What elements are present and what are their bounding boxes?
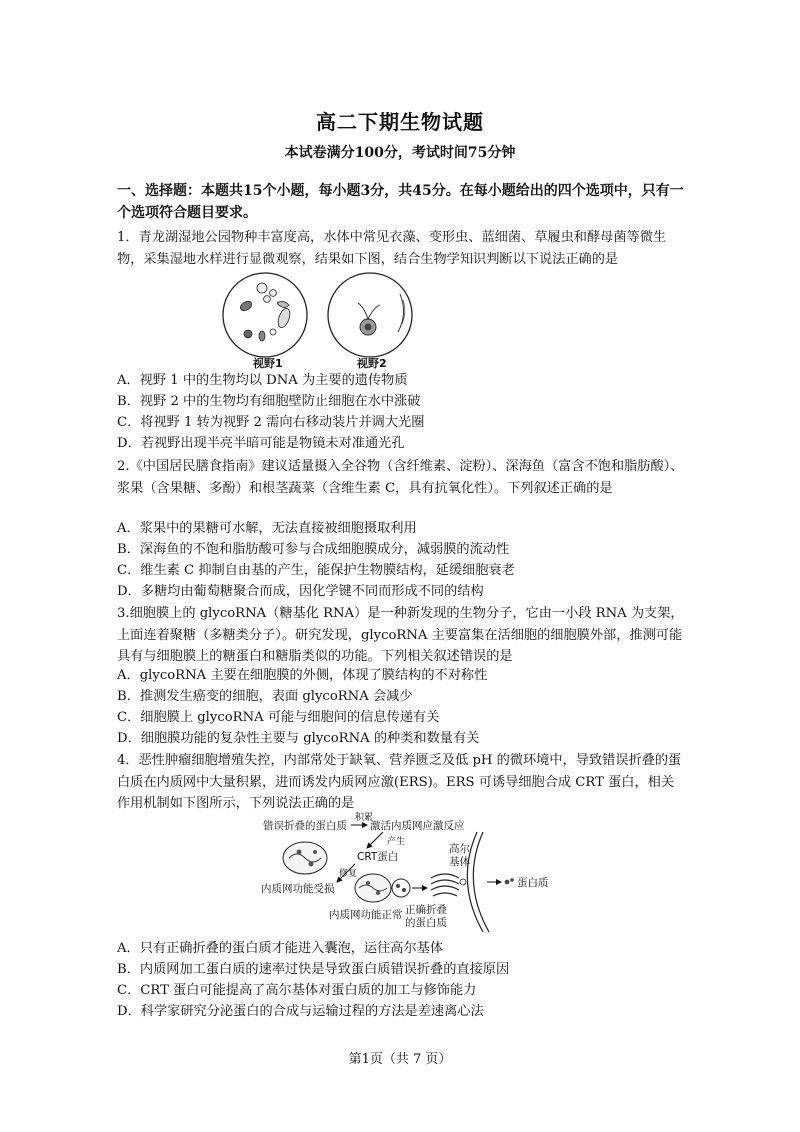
q2-option-b: B．深海鱼的不饱和脂肪酸可参与合成细胞膜成分，减弱膜的流动性 — [117, 542, 510, 557]
q4-option-d: D．科学家研究分泌蛋白的合成与运输过程的方法是差速离心法 — [117, 1004, 484, 1019]
label-er-damaged: 内质网功能受损 — [261, 883, 335, 895]
question-3-stem: 3.细胞膜上的 glycoRNA（糖基化 RNA）是一种新发现的生物分子，它由一小段 RNA 为支架，上面连着聚糖（多糖类分子）。研究发现，glycoRNA 主要富集在活细胞的细胞膜外部，推测可能具有与细胞膜上的糖蛋白和糖脂类似的功能。下列相关叙述错误的是 — [117, 606, 684, 664]
label-crt-protein: CRT蛋白 — [357, 851, 399, 863]
q2-option-a: A．浆果中的果糖可水解，无法直接被细胞摄取利用 — [117, 521, 417, 536]
question-4-stem: 4．恶性肿瘤细胞增殖失控，内部常处于缺氧、营养匮乏及低 pH 的微环境中，导致错误折叠的蛋白质在内质网中大量积累，进而诱发内质网应激(ERS)。ERS 可诱导细胞合成 CRT 蛋白，相关作用机制如下图所示，下列说法正确的是 — [117, 753, 682, 811]
field-2-label: 视野2 — [357, 357, 387, 370]
normal-er-icon — [355, 874, 391, 902]
ers-mechanism-diagram — [255, 812, 555, 936]
page-footer: 第1页（共 7 页） — [348, 1052, 452, 1067]
golgi-icon — [431, 874, 466, 896]
q1-option-a: A．视野 1 中的生物均以 DNA 为主要的遗传物质 — [117, 373, 408, 388]
field-of-view-1 — [223, 273, 307, 357]
question-1-stem: 1．青龙湖湿地公园物种丰富度高，水体中常见衣藻、变形虫、蓝细菌、草履虫和酵母菌等微生物，采集湿地水样进行显微观察，结果如下图，结合生物学知识判断以下说法正确的是 — [117, 230, 667, 267]
q2-option-c: C．维生素 C 抑制自由基的产生，能保护生物膜结构，延缓细胞衰老 — [117, 563, 515, 578]
label-golgi-1: 高尔 — [449, 843, 470, 855]
label-accumulate: 积累 — [355, 813, 374, 823]
label-folded-1: 正确折叠 — [405, 904, 447, 916]
q4-option-c: C．CRT 蛋白可能提高了高尔基体对蛋白质的加工与修饰能力 — [117, 983, 477, 998]
exam-subtitle: 本试卷满分100分，考试时间75分钟 — [284, 145, 516, 161]
question-2-stem: 2.《中国居民膳食指南》建议适量摄入全谷物（含纤维素、淀粉）、深海鱼（富含不饱和脂肪酸）、浆果（含果糖、多酚）和根茎蔬菜（含维生素 C，具有抗氧化性）。下列叙述正确的是 — [117, 459, 684, 496]
arrow-produce — [367, 832, 383, 848]
field-of-view-2 — [328, 273, 412, 357]
secreted-protein-icon — [505, 880, 510, 885]
label-golgi-2: 基体 — [449, 856, 470, 868]
q3-option-b: B．推测发生癌变的细胞，表面 glycoRNA 会减少 — [117, 689, 413, 704]
q3-option-d: D．细胞膜功能的复杂性主要与 glycoRNA 的种类和数量有关 — [117, 731, 480, 746]
q1-option-b: B．视野 2 中的生物均有细胞壁防止细胞在水中涨破 — [117, 394, 421, 409]
page-title: 高二下期生物试题 — [316, 110, 484, 134]
label-misfolded-protein: 错误折叠的蛋白质 — [263, 820, 347, 832]
vesicle-icon — [392, 879, 410, 897]
section-heading: 一、选择题：本题共15个小题，每小题3分，共45分。在每小题给出的四个选项中，只有一个选项符合题目要求。 — [117, 183, 684, 221]
field-1-label: 视野1 — [253, 357, 283, 370]
label-protein: 蛋白质 — [517, 877, 549, 889]
damaged-er-icon — [283, 842, 327, 874]
q2-option-d: D．多糖均由葡萄糖聚合而成，因化学键不同而形成不同的结构 — [117, 584, 484, 599]
label-folded-2: 的蛋白质 — [405, 917, 447, 929]
q4-option-a: A．只有正确折叠的蛋白质才能进入囊泡，运往高尔基体 — [117, 941, 444, 956]
q4-option-b: B．内质网加工蛋白质的速率过快是导致蛋白质错误折叠的直接原因 — [117, 962, 510, 977]
microscope-figure — [222, 272, 422, 368]
label-activate-ers: 激活内质网应激反应 — [370, 820, 465, 832]
q3-option-a: A．glycoRNA 主要在细胞膜的外侧，体现了膜结构的不对称性 — [117, 668, 488, 683]
label-produce: 产生 — [387, 837, 406, 847]
q1-option-c: C．将视野 1 转为视野 2 需向右移动装片并调大光圈 — [117, 415, 425, 430]
q3-option-c: C．细胞膜上 glycoRNA 可能与细胞间的信息传递有关 — [117, 710, 440, 725]
label-er-normal: 内质网功能正常 — [329, 909, 403, 921]
label-repair: 修复 — [339, 869, 358, 879]
q1-option-d: D．若视野出现半亮半暗可能是物镜未对准通光孔 — [117, 436, 405, 451]
